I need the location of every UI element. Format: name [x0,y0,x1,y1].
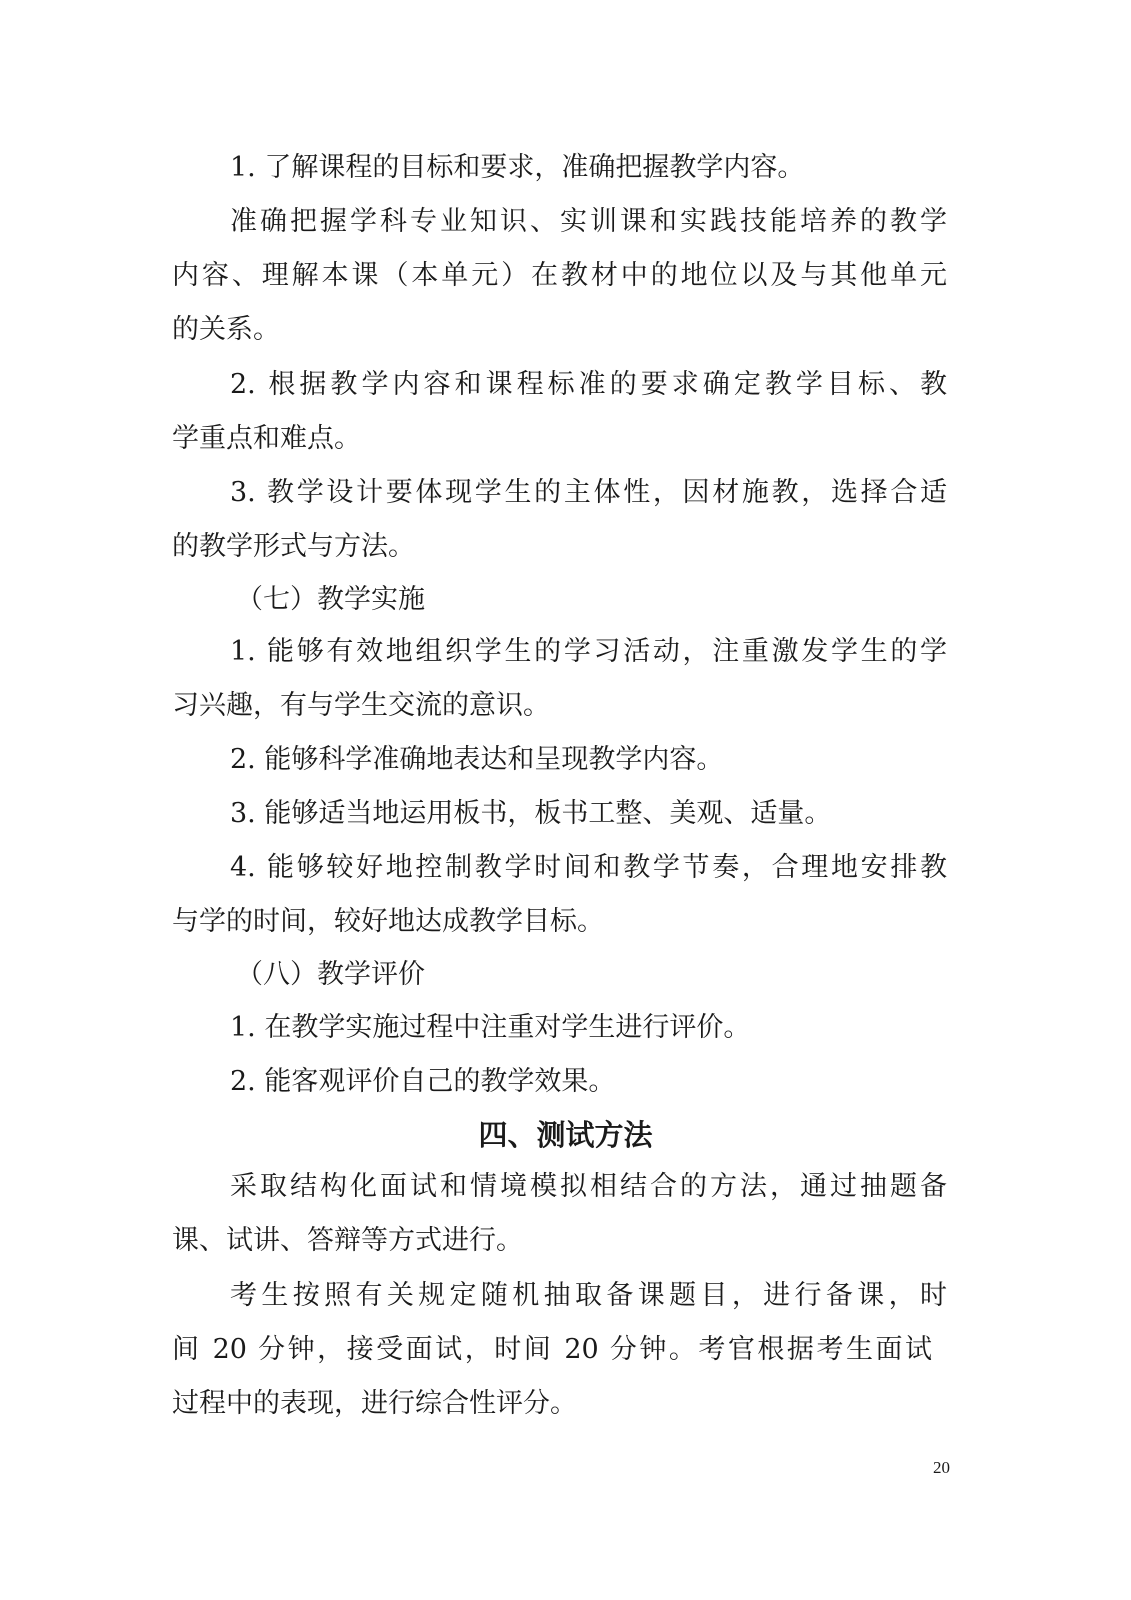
paragraph-line: 课、试讲、答辩等方式进行。 [172,1225,523,1256]
page-number: 20 [933,1458,950,1477]
paragraph-line: 考生按照有关规定随机抽取备课题目，进行备课，时 [230,1280,947,1311]
paragraph-line: 的教学形式与方法。 [172,531,415,562]
paragraph-line: 习兴趣，有与学生交流的意识。 [172,690,550,721]
paragraph-line: 2. 根据教学内容和课程标准的要求确定教学目标、教 [230,369,947,400]
paragraph-line: 间 20 分钟，接受面试，时间 20 分钟。考官根据考生面试 [172,1334,932,1365]
paragraph-line: 2. 能客观评价自己的教学效果。 [230,1066,616,1097]
paragraph-line: 1. 在教学实施过程中注重对学生进行评价。 [230,1012,751,1043]
paragraph-line: 3. 能够适当地运用板书，板书工整、美观、适量。 [230,798,832,829]
paragraph-line: 与学的时间，较好地达成教学目标。 [172,906,604,937]
paragraph-line: 过程中的表现，进行综合性评分。 [172,1388,577,1419]
chapter-heading: 四、测试方法 [478,1118,653,1152]
paragraph-line: 1. 了解课程的目标和要求，准确把握教学内容。 [230,152,805,183]
paragraph-line: 3. 教学设计要体现学生的主体性，因材施教，选择合适 [230,477,947,508]
paragraph-line: 1. 能够有效地组织学生的学习活动，注重激发学生的学 [230,636,947,667]
paragraph-line: 2. 能够科学准确地表达和呈现教学内容。 [230,744,724,775]
paragraph-line: 准确把握学科专业知识、实训课和实践技能培养的教学 [230,206,947,237]
section-heading: （七）教学实施 [236,584,425,615]
section-heading: （八）教学评价 [236,959,425,990]
paragraph-line: 4. 能够较好地控制教学时间和教学节奏，合理地安排教 [230,852,947,883]
paragraph-line: 内容、理解本课（本单元）在教材中的地位以及与其他单元 [172,260,947,291]
paragraph-line: 的关系。 [172,314,280,345]
paragraph-line: 学重点和难点。 [172,423,361,454]
paragraph-line: 采取结构化面试和情境模拟相结合的方法，通过抽题备 [230,1171,947,1202]
